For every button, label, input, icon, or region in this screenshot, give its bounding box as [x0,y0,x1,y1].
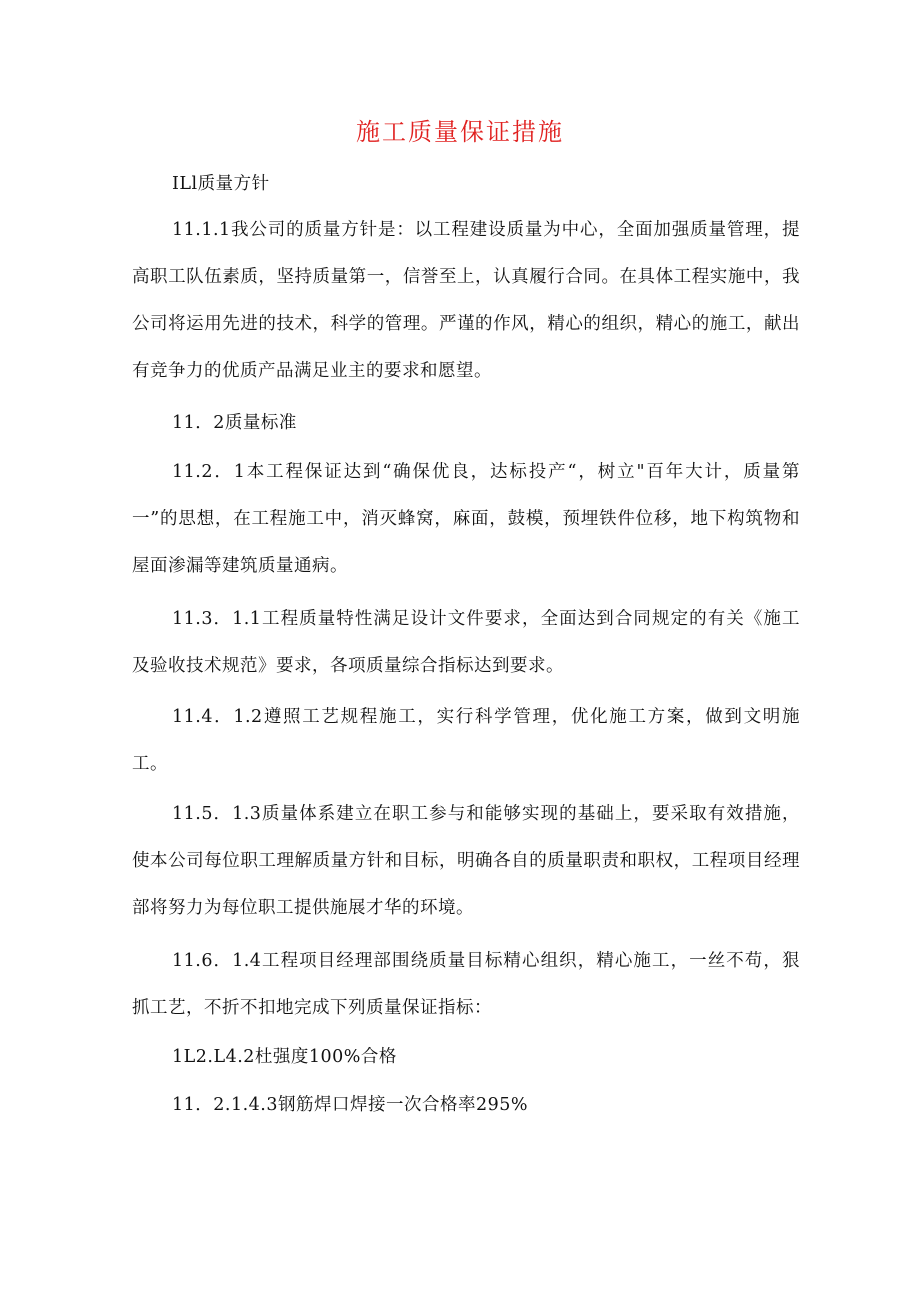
heading-quality-policy: ILl质量方针 [172,174,270,194]
heading-quality-standard: 11．2质量标准 [172,413,297,433]
paragraph-11-6: 11.6．1.4工程项目经理部围绕质量目标精心组织，精心施工，一丝不苟，狠抓工艺，不折不扣地完成下列质量保证指标： [132,951,800,1018]
paragraph-strength: 1L2.L4.2杜强度100%合格 [172,1047,397,1067]
paragraph-11-2-1: 11.2．1本工程保证达到“确保优良，达标投产“，树立"百年大计，质量第一”的思想，在工程施工中，消灭蜂窝，麻面，鼓模，预埋铁件位移，地下构筑物和屋面渗漏等建筑质量通病。 [132,462,800,576]
paragraph-11-4: 11.4．1.2遵照工艺规程施工，实行科学管理，优化施工方案，做到文明施工。 [132,707,800,774]
paragraph-11-5: 11.5．1.3质量体系建立在职工参与和能够实现的基础上，要采取有效措施，使本公司每位职工理解质量方针和目标，明确各自的质量职责和职权，工程项目经理部将努力为每位职工提供施展才华的环境。 [132,804,800,918]
paragraph-weld-rate: 11．2.1.4.3钢筋焊口焊接一次合格率295% [172,1095,529,1115]
paragraph-quality-policy: 11.1.1我公司的质量方针是：以工程建设质量为中心，全面加强质量管理，提高职工队伍素质，坚持质量第一，信誉至上，认真履行合同。在具体工程实施中，我公司将运用先进的技术，科学的管理。严谨的作风，精心的组织，精心的施工，献出有竞争力的优质产品满足业主的要求和愿望。 [132,220,800,381]
document-title: 施工质量保证措施 [356,118,564,146]
paragraph-11-3: 11.3．1.1工程质量特性满足设计文件要求，全面达到合同规定的有关《施工及验收技术规范》要求，各项质量综合指标达到要求。 [132,609,800,676]
